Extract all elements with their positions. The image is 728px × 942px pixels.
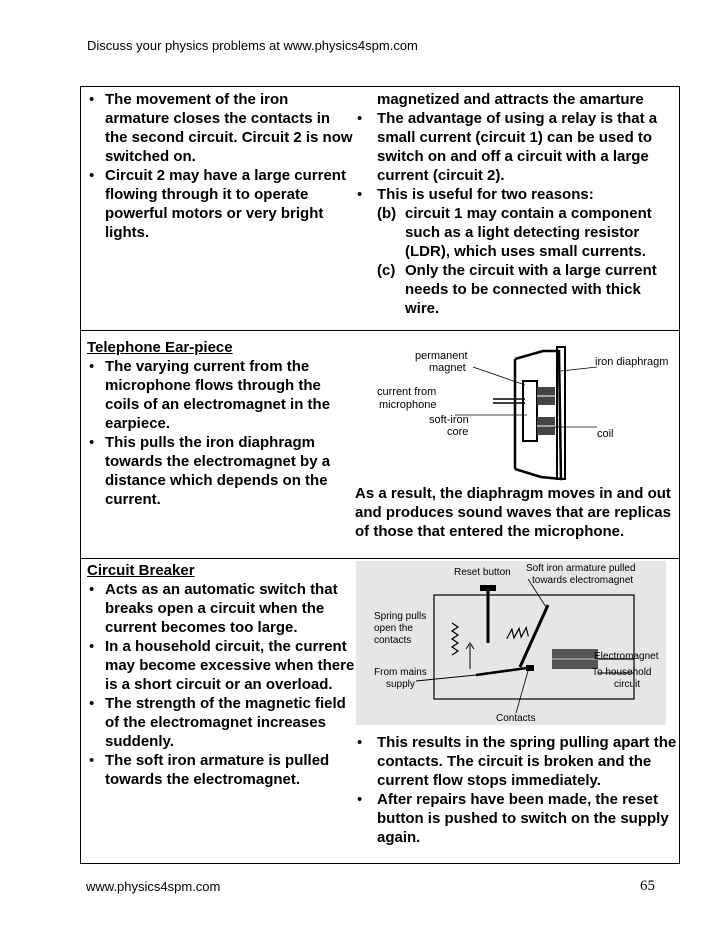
label-mains-1: From mains (374, 667, 427, 678)
row-divider (81, 558, 679, 559)
reason-label: (b) (377, 205, 397, 222)
earpiece-diagram (365, 341, 669, 481)
list-item: • Acts as an automatic switch that breaks open a circuit when the current becomes too large. (87, 580, 355, 637)
page-header: Discuss your physics problems at www.physics4spm.com (87, 38, 418, 53)
label-household-1: To household (592, 667, 652, 678)
label-iron-diaphragm: iron diaphragm (595, 356, 669, 368)
label-reset-button: Reset button (454, 567, 511, 578)
list-item: • After repairs have been made, the reset button is pushed to switch on the supply again. (355, 790, 679, 847)
row2-right-text: As a result, the diaphragm moves in and out and produces sound waves that are replicas of those that entered the microphone. (355, 485, 671, 540)
row2-left (87, 338, 355, 509)
label-armature-1: Soft iron armature pulled (526, 563, 636, 574)
content-table (80, 86, 680, 864)
section-title: Circuit Breaker (87, 562, 195, 579)
list-item: • The varying current from the microphone flows through the coils of an electromagnet in the earpiece. (87, 357, 355, 433)
list-item: • Circuit 2 may have a large current flowing through it to operate powerful motors or very bright lights. (87, 166, 355, 242)
label-permanent: permanent (415, 350, 468, 362)
row3-left (87, 561, 355, 789)
reason-item (377, 261, 679, 318)
list-item: • The strength of the magnetic field of the electromagnet increases suddenly. (87, 694, 355, 751)
label-electromagnet: Electromagnet (594, 651, 659, 662)
label-spring-1: Spring pulls (374, 611, 427, 622)
label-microphone: microphone (379, 399, 437, 411)
reason-text: circuit 1 may contain a component such as a light detecting resistor (LDR), which uses small currents. (405, 205, 652, 260)
reason-text: Only the circuit with a large current needs to be connected with thick wire. (405, 262, 657, 317)
list-item: • The movement of the iron armature closes the contacts in the second circuit. Circuit 2 is now switched on. (87, 90, 355, 166)
row-divider (81, 330, 679, 331)
label-current-from: current from (377, 386, 437, 398)
page-footer: www.physics4spm.com (86, 879, 221, 894)
list-item: • The advantage of using a relay is that a small current (circuit 1) can be used to switch on and off a circuit with a large current (circuit 2). (355, 109, 679, 185)
page-number: 65 (640, 878, 655, 894)
reason-label: (c) (377, 262, 396, 279)
list-item: • This pulls the iron diaphragm towards the electromagnet by a distance which depends on the current. (87, 433, 355, 509)
reasons-list (355, 204, 679, 318)
reason-item (377, 204, 679, 261)
list-item: • The soft iron armature is pulled towards the electromagnet. (87, 751, 355, 789)
label-soft-iron: soft-iron (429, 414, 469, 426)
label-spring-2: open the (374, 623, 413, 634)
circuit-breaker-diagram (356, 561, 666, 725)
list-item: • In a household circuit, the current may become excessive when there is a short circuit or an overload. (87, 637, 355, 694)
label-household-2: circuit (614, 679, 641, 690)
row1-right (355, 90, 679, 318)
label-mains-2: supply (386, 679, 415, 690)
label-core: core (447, 426, 469, 438)
row3-right (355, 733, 679, 847)
row1-left (87, 90, 355, 242)
list-item: • This results in the spring pulling apart the contacts. The circuit is broken and the current flow stops immediately. (355, 733, 679, 790)
continuation-text: magnetized and attracts the amarture (377, 91, 644, 108)
label-coil: coil (597, 428, 614, 440)
label-spring-3: contacts (374, 635, 412, 646)
label-armature-2: towards electromagnet (532, 575, 634, 586)
label-contacts: Contacts (496, 713, 536, 724)
list-item: • This is useful for two reasons: (355, 185, 679, 204)
label-magnet: magnet (429, 362, 466, 374)
section-title: Telephone Ear-piece (87, 339, 233, 356)
